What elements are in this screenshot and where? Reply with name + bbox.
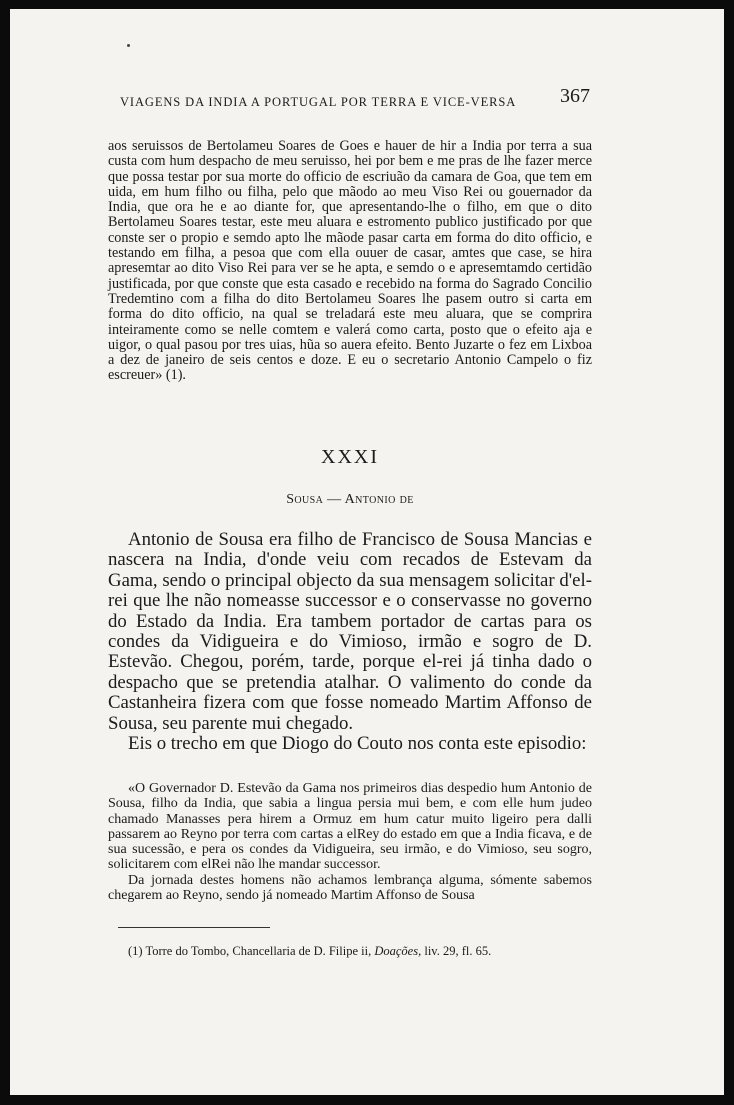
printing-speck [127, 44, 130, 47]
body-text [108, 530, 592, 754]
page-number: 367 [560, 85, 590, 107]
quotation-paragraph: Da jornada destes homens não achamos lembrança alguma, sómente sabemos chegarem ao Reyno, sendo já nomeado Martim Affonso de Sousa [108, 872, 592, 904]
footnote-divider [118, 927, 270, 928]
body-paragraph: Eis o trecho em que Diogo do Couto nos conta este episodio: [128, 733, 587, 755]
book-page [10, 9, 724, 1095]
running-title: VIAGENS DA INDIA A PORTUGAL POR TERRA E VICE-VERSA [120, 95, 517, 109]
body-paragraph: Antonio de Sousa era filho de Francisco de Sousa Mancias e nascera na India, d'onde veiu com recados de Estevam da Gama, sendo o principal objecto da sua mensagem solicitar d'el-rei que lhe não nomeasse successor e o conservasse no governo do Estado da India. Era tambem portador de cartas para os condes da Vidigueira e do Vimioso, irmão e sogro de D. Estevão. Chegou, porém, tarde, porque el-rei já tinha dado o despacho que se pretendia atalhar. O valimento do conde da Castanheira fizera com que fosse nomeado Martim Affonso de Sousa, seu parente mui chegado. [108, 529, 592, 734]
quotation-paragraph: «O Governador D. Estevão da Gama nos primeiros dias despedio hum Antonio de Sousa, filho da India, que sabia a lingua persia mui bem, e com elle hum judeo chamado Manasses pera hirem a Ormuz em hum catur muito ligeiro pera dalli passarem ao Reyno por terra com cartas a elRey do estado em que a India ficava, e de sua sucessão, e pera os condes da Vidigueira, seu irmão, e do Vimioso, seu sogro, solicitarem com elRei não lhe mandar successor. [108, 781, 592, 873]
footnote-italic-title: Doações, [374, 944, 422, 958]
chapter-number: XXXI [321, 446, 379, 468]
footnote [128, 944, 588, 959]
couto-quotation [108, 781, 592, 903]
document-quotation-end [108, 139, 592, 384]
footnote-reference: liv. 29, fl. 65. [421, 944, 492, 958]
document-paragraph: aos seruissos de Bertolameu Soares de Goes e hauer de hir a India por terra a sua custa com hum despacho de meu seruisso, hei por bem e me pras de lhe fazer merce que possa testar por sua morte do officio de escriuão da camara de Goa, que tem em uida, em hum filho ou filha, pelo que mãodo ao meu Viso Rei ou gouernador da India, que ora he e ao diante for, que apresentando-lhe o filho, em que o dito Bertolameu Soares testar, este meu aluara e estromento publico justificado por que conste ser o propio e semdo apto lhe mãode pasar carta em forma do dito officio, e testando em filha, a pesoa que com ella ouuer de casar, amtes que case, se hira apresemtar ao dito Viso Rei para ver se he apta, e semdo o e apresemtamdo certidão justificada, por que conste que esta casado e recebido na forma do Sagrado Concilio Tredemtino com a filha do dito Bertolameu Soares lhe pasem outro si carta em forma do dito officio, na qual se treladará este meu aluara, que se comprira inteiramente como se nelle comtem e valerá como carta, posto que o efeito aja e uigor, o qual pasou por tres uias, hũa so auera efeito. Bento Juzarte o fez em Lixboa a dez de janeiro de seis centos e doze. E eu o secretario Antonio Campelo o fiz escreuer» (1). [108, 138, 592, 384]
chapter-subtitle: Sousa — Antonio de [286, 492, 414, 507]
footnote-text: (1) Torre do Tombo, Chancellaria de D. Filipe ii, [128, 944, 375, 958]
